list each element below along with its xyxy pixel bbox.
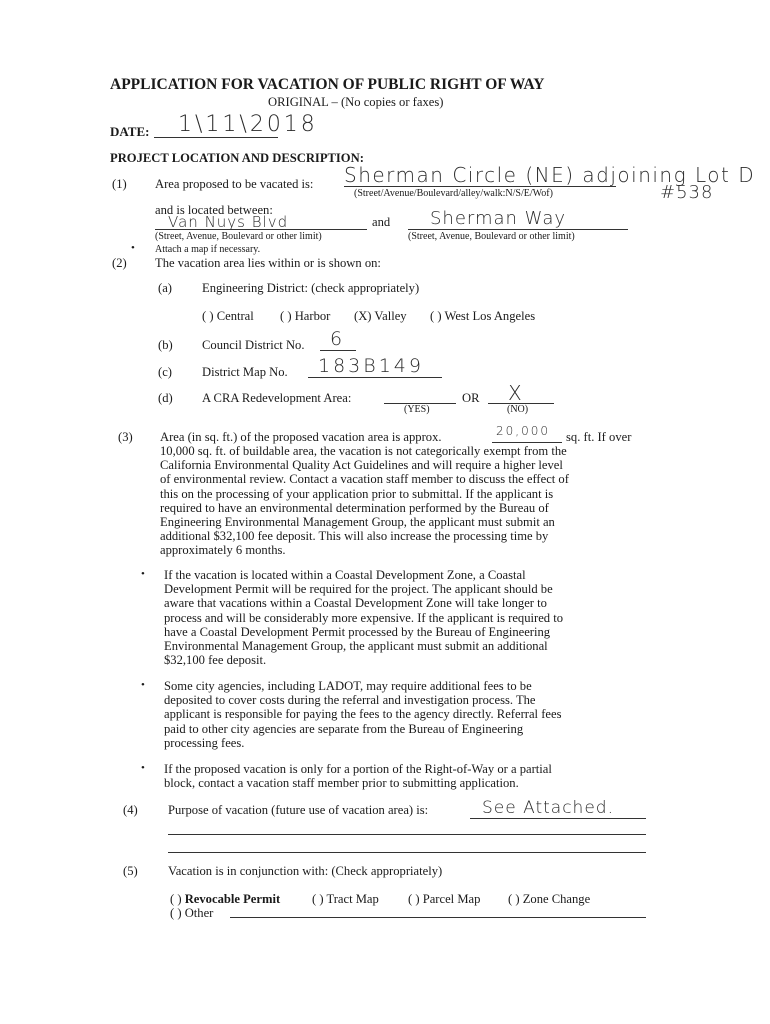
item5-number: (5) xyxy=(123,864,138,878)
item3-paragraph xyxy=(160,444,646,558)
item2-label: The vacation area lies within or is shown on: xyxy=(155,256,381,270)
council-district-value: 6 xyxy=(330,328,344,350)
conjunction-option-revocable-permit xyxy=(170,892,280,906)
tract-map-label: Tract Map xyxy=(326,892,379,906)
bullet1-line: $32,100 fee deposit. xyxy=(164,653,267,668)
item2c-letter: (c) xyxy=(158,365,172,379)
zone-change-label: Zone Change xyxy=(522,892,591,906)
bullet1-paragraph xyxy=(164,568,646,667)
date-underline xyxy=(154,137,278,138)
item3-line: approximately 6 months. xyxy=(160,543,286,558)
item2d-label: A CRA Redevelopment Area: xyxy=(202,391,352,405)
district-map-value: 183B149 xyxy=(318,355,424,377)
other-checkbox[interactable]: ( ) xyxy=(170,906,182,920)
district-map-underline xyxy=(308,377,442,378)
bullet2-line: applicant is responsible for paying the fees to the agency directly. Referral fees xyxy=(164,707,562,722)
item1-underline xyxy=(344,186,616,187)
other-underline[interactable] xyxy=(230,917,646,918)
bullet1-line: If the vacation is located within a Coastal Development Zone, a Coastal xyxy=(164,568,526,582)
district-valley-checkbox[interactable]: (X) xyxy=(354,309,372,323)
street1-caption: (Street, Avenue, Boulevard or other limit) xyxy=(155,231,322,242)
item3-line: of environmental review. Contact a vacation staff member to discuss the effect of xyxy=(160,472,569,487)
zone-change-checkbox[interactable]: ( ) xyxy=(508,892,520,906)
parcel-map-label: Parcel Map xyxy=(422,892,481,906)
bullet1-dot: • xyxy=(141,568,145,580)
document-title: APPLICATION FOR VACATION OF PUBLIC RIGHT OF WAY xyxy=(110,76,545,93)
item5-label: Vacation is in conjunction with: (Check appropriately) xyxy=(168,864,443,878)
item2-number: (2) xyxy=(112,256,127,270)
bullet1-line: have a Coastal Development Permit processed by the Bureau of Engineering xyxy=(164,624,551,639)
item1-caption: (Street/Avenue/Boulevard/alley/walk:N/S/E/Wof) xyxy=(354,188,553,199)
item3-prefix: Area (in sq. ft.) of the proposed vacation area is approx. xyxy=(160,430,442,444)
street1-underline xyxy=(155,229,367,230)
map-note: Attach a map if necessary. xyxy=(155,244,261,255)
section-heading: PROJECT LOCATION AND DESCRIPTION: xyxy=(110,151,364,165)
item3-line: this on the processing of your application prior to submittal. If the applicant is xyxy=(160,486,554,501)
date-value: 1\11\2018 xyxy=(178,112,318,137)
bullet3-line: If the proposed vacation is only for a portion of the Right-of-Way or a partial xyxy=(164,762,552,776)
bullet1-line: aware that vacations within a Coastal Development Zone will take longer to xyxy=(164,596,547,611)
document-subtitle: ORIGINAL – (No copies or faxes) xyxy=(268,95,444,109)
item2b-label: Council District No. xyxy=(202,338,305,352)
date-label: DATE: xyxy=(110,124,150,139)
district-west-la-label: West Los Angeles xyxy=(444,309,536,323)
bullet2-dot: • xyxy=(141,679,145,691)
item2c-label: District Map No. xyxy=(202,365,288,379)
item2a-letter: (a) xyxy=(158,281,172,295)
item1-label: Area proposed to be vacated is: xyxy=(155,177,314,191)
district-option-harbor xyxy=(280,309,330,323)
revocable-permit-checkbox[interactable]: ( ) xyxy=(170,892,182,906)
cra-or-label: OR xyxy=(462,391,480,405)
item3-line: 10,000 sq. ft. of buildable area, the vacation is not categorically exempt from the xyxy=(160,444,567,458)
item3-line: additional $32,100 fee deposit. This will also increase the processing time by xyxy=(160,529,549,544)
bullet1-line: process and will be considerably more expensive. If the applicant is required to xyxy=(164,610,564,625)
bullet2-line: processing fees. xyxy=(164,735,245,750)
bullet3-dot: • xyxy=(141,762,145,774)
street2-value: Sherman Way xyxy=(430,208,567,229)
district-option-west-la xyxy=(430,309,535,323)
bullet2-line: paid to other city agencies are separate from the Bureau of Engineering xyxy=(164,721,524,736)
street2-underline xyxy=(408,229,628,230)
district-option-central xyxy=(202,309,254,323)
district-option-valley xyxy=(354,309,407,323)
item1-vacated-area-value: Sherman Circle (NE) adjoining Lot D xyxy=(344,163,756,187)
bullet1-line: Environmental Management Group, the applicant must submit an additional xyxy=(164,639,548,654)
tract-map-checkbox[interactable]: ( ) xyxy=(312,892,324,906)
item3-suffix: sq. ft. If over xyxy=(566,430,632,444)
item2a-label: Engineering District: (check appropriately) xyxy=(202,281,420,295)
item3-area-underline xyxy=(492,442,562,443)
item4-underline-2[interactable] xyxy=(168,834,646,835)
item2b-letter: (b) xyxy=(158,338,173,352)
district-central-checkbox[interactable]: ( ) xyxy=(202,309,214,323)
map-note-bullet: • xyxy=(131,242,135,254)
item3-line: California Environmental Quality Act Guidelines and will require a higher level xyxy=(160,458,563,473)
conjunction-option-other xyxy=(170,906,213,920)
parcel-map-checkbox[interactable]: ( ) xyxy=(408,892,420,906)
council-district-underline xyxy=(320,350,356,351)
item3-area-value: 20,000 xyxy=(496,424,550,438)
item1-lot-note: #538 xyxy=(660,182,714,203)
item4-purpose-value: See Attached. xyxy=(482,798,614,818)
cra-yes-caption: (YES) xyxy=(404,404,430,415)
cra-no-value: X xyxy=(508,381,523,405)
cra-no-caption: (NO) xyxy=(507,404,529,415)
conjunction-option-zone-change xyxy=(508,892,590,906)
item4-number: (4) xyxy=(123,803,138,817)
item4-underline-3[interactable] xyxy=(168,852,646,853)
street1-value: Van Nuys Blvd xyxy=(168,213,289,231)
revocable-permit-label: Revocable Permit xyxy=(184,892,281,906)
item4-label: Purpose of vacation (future use of vacation area) is: xyxy=(168,803,429,817)
bullet2-line: Some city agencies, including LADOT, may require additional fees to be xyxy=(164,679,532,693)
bullet3-line: block, contact a vacation staff member prior to submitting application. xyxy=(164,776,519,791)
bullet2-line: deposited to cover costs during the referral and investigation process. The xyxy=(164,693,536,708)
district-harbor-label: Harbor xyxy=(294,309,331,323)
and-label: and xyxy=(372,215,391,229)
conjunction-option-parcel-map xyxy=(408,892,480,906)
item3-line: Engineering Environmental Management Group, the applicant must submit an xyxy=(160,515,555,530)
conjunction-option-tract-map xyxy=(312,892,379,906)
other-label: Other xyxy=(184,906,214,920)
bullet1-line: Development Permit will be required for the project. The applicant should be xyxy=(164,582,553,597)
district-valley-label: Valley xyxy=(374,309,407,323)
district-harbor-checkbox[interactable]: ( ) xyxy=(280,309,292,323)
district-central-label: Central xyxy=(216,309,254,323)
street2-caption: (Street, Avenue, Boulevard or other limit) xyxy=(408,231,575,242)
item3-number: (3) xyxy=(118,430,133,444)
item1-number: (1) xyxy=(112,177,127,191)
bullet3-paragraph xyxy=(164,762,650,790)
district-west-la-checkbox[interactable]: ( ) xyxy=(430,309,442,323)
between-label: and is located between: xyxy=(155,203,273,217)
item3-line: required to have an environmental determination performed by the Bureau of xyxy=(160,500,549,515)
item4-underline-1 xyxy=(470,818,646,819)
item2d-letter: (d) xyxy=(158,391,173,405)
bullet2-paragraph xyxy=(164,679,646,750)
